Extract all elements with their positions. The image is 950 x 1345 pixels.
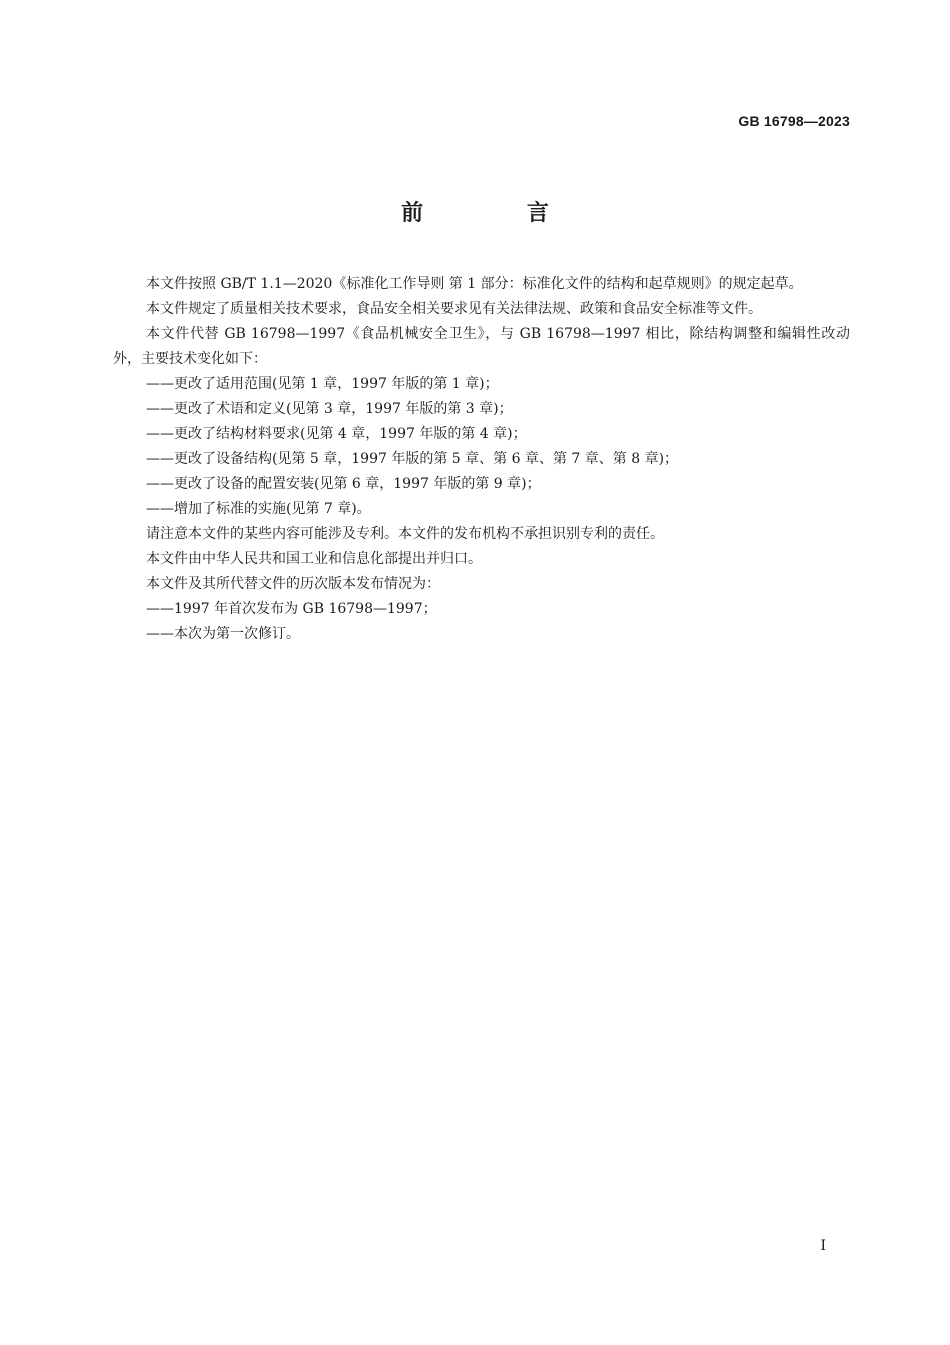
paragraph-scope-note: 本文件规定了质量相关技术要求，食品安全相关要求见有关法律法规、政策和食品安全标准等文件。 [146,301,762,317]
paragraph-history-intro: 本文件及其所代替文件的历次版本发布情况为： [146,576,440,592]
paragraph-replacement: 本文件代替 GB 16798—1997《食品机械安全卫生》，与 GB 16798—1997 相比，除结构调整和编辑性改动外，主要技术变化如下： [113,326,850,367]
foreword-body [113,272,850,647]
change-item-materials: ——更改了结构材料要求(见第 4 章，1997 年版的第 4 章)； [146,426,527,442]
change-item-installation: ——更改了设备的配置安装(见第 6 章，1997 年版的第 9 章)； [146,476,541,492]
page-number: I [820,1238,826,1254]
change-item-terms: ——更改了术语和定义(见第 3 章，1997 年版的第 3 章)； [146,401,513,417]
history-item-revision: ——本次为第一次修订。 [146,626,300,642]
change-item-structure: ——更改了设备结构(见第 5 章，1997 年版的第 5 章、第 6 章、第 7 章、第 8 章)； [146,451,679,467]
paragraph-proposer: 本文件由中华人民共和国工业和信息化部提出并归口。 [146,551,482,567]
paragraph-drafting-rules: 本文件按照 GB/T 1.1—2020《标准化工作导则 第 1 部分：标准化文件的结构和起草规则》的规定起草。 [146,276,803,292]
change-item-implementation: ——增加了标准的实施(见第 7 章)。 [146,501,371,517]
paragraph-patent-notice: 请注意本文件的某些内容可能涉及专利。本文件的发布机构不承担识别专利的责任。 [146,526,664,542]
standard-code: GB 16798—2023 [738,113,850,129]
page-title: 前 言 [401,201,597,226]
change-item-scope: ——更改了适用范围(见第 1 章，1997 年版的第 1 章)； [146,376,499,392]
history-item-first: ——1997 年首次发布为 GB 16798—1997； [146,601,437,617]
